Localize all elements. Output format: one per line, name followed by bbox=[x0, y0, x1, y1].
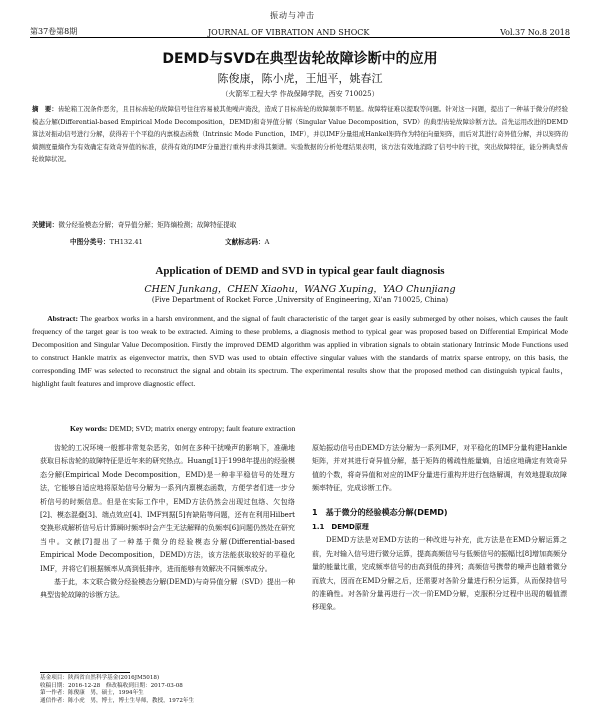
footnote bbox=[40, 698, 310, 706]
section-heading: 1 基于微分的经验模态分解(DEMD) bbox=[312, 507, 448, 517]
running-header bbox=[30, 26, 570, 37]
paper-title-en: Application of DEMD and SVD in typical gear fault diagnosis bbox=[155, 265, 445, 277]
header-rule bbox=[30, 37, 570, 38]
abstract-en-text: The gearbox works in a harsh environment, and the signal of fault characteristic of the target gear is easily submerged by other noises, which causes the fault frequency of the target gear is too weak to be extracted. Aiming to these problems, a diagnosis method to typical gear was proposed based on Differential Empirical Mode Decomposition and Singular Value Decomposition. Firstly the improved DEMD algorithm was applied in vibration signals to obtain stationary Intrinsic Mode Functions used to construct Hankle matrix as eigenvector matrix, then SVD was used to obtain effective singular values with the standards of matrix sparse entropy, on this basis, the corresponding IMF was selected to reconstruct the signal and obtain its spectrum. The experimental results show that the proposed method can distinguish typical faults，highlight fault features and improve diagnostic effect. bbox=[32, 314, 568, 389]
document-code bbox=[225, 236, 269, 246]
footnote bbox=[40, 675, 310, 683]
body-left-column bbox=[40, 442, 295, 603]
class-value: TH132.41 bbox=[109, 238, 143, 246]
journal-name-en: JOURNAL OF VIBRATION AND SHOCK bbox=[207, 28, 370, 37]
volume-cn: 第37卷第8期 bbox=[30, 27, 78, 36]
body-paragraph: 原始振动信号由DEMD方法分解为一系列IMF，对平稳化的IMF分量构建Hankle矩阵，并对其进行奇异值分解，基于矩阵的稀疏性能量熵，自适应地确定有效奇异值的个数，将奇异值和对应的IMF分量进行重构并进行包络解调，有效地提取故障频率特征，完成诊断工作。 bbox=[312, 444, 567, 493]
abstract-en bbox=[32, 312, 568, 391]
footnote-text: 陈小虎 男，博士，博士生导师，教授，1972年生 bbox=[67, 697, 195, 704]
footnote-label: 第一作者： bbox=[40, 690, 68, 697]
footnote-rule bbox=[40, 672, 130, 673]
footnote-label: 基金项目： bbox=[40, 675, 68, 681]
paper-title-cn: DEMD与SVD在典型齿轮故障诊断中的应用 bbox=[162, 51, 438, 67]
authors-en: CHEN Junkang，CHEN Xiaohu，WANG Xuping，YAO Chunjiang bbox=[144, 284, 456, 295]
footnote-text: 陈俊康 男，硕士，1994年生 bbox=[67, 690, 144, 697]
footnote-text: 陕西省自然科学基金(2016JM5018) bbox=[67, 675, 160, 681]
keywords-en-text: DEMD; SVD; matrix energy entropy; fault feature extraction bbox=[109, 424, 296, 433]
class-label: 中图分类号： bbox=[70, 238, 110, 246]
doc-code-value: A bbox=[264, 238, 270, 246]
body-paragraph: DEMD方法是对EMD方法的一种改进与补充，此方法是在EMD分解运算之前，先对输入信号进行微分运算，提高高频信号与低频信号的振幅比[8]增加高频分量的能量比重，完成频率信号的由高到低的排列；高频信号携带的噪声也随着微分而放大，因而在EMD分解之后，还需要对各阶分量进行积分运算，从而保持信号的准确性。对各阶分量再进行一次一阶EMD分解，克服积分过程中出现的幅值漂移现象。 bbox=[312, 536, 567, 612]
keywords-cn-label: 关键词： bbox=[32, 221, 59, 229]
volume-en: Vol.37 No.8 2018 bbox=[500, 28, 570, 37]
affiliation-cn: （火箭军工程大学 作战保障学院，西安 710025） bbox=[221, 90, 379, 98]
footnote bbox=[40, 690, 310, 698]
affiliation-en: (Five Department of Rocket Force ,University of Engineering, Xi'an 710025, China) bbox=[151, 296, 449, 304]
abstract-en-label: Abstract: bbox=[47, 314, 78, 323]
abstract-cn bbox=[32, 103, 568, 166]
keywords-cn bbox=[32, 219, 568, 229]
keywords-en bbox=[70, 424, 550, 433]
doc-code-label: 文献标志码： bbox=[225, 238, 265, 246]
footnote-text: 2016-12-28 修改稿收到日期：2017-03-08 bbox=[67, 682, 183, 689]
subsection-heading: 1.1 DEMD原理 bbox=[312, 523, 369, 532]
abstract-cn-label: 摘 要： bbox=[32, 105, 58, 113]
body-right-column bbox=[312, 442, 567, 615]
keywords-cn-text: 微分经验模态分解；奇异值分解；矩阵熵检测；故障特征提取 bbox=[58, 221, 237, 229]
body-paragraph: 齿轮的工况环境一般都非常复杂恶劣，如何在多种干扰噪声的影响下，准确地获取目标齿轮的故障特征是近年来的研究热点。Huang[1]于1998年提出的经验模态分解(Empirical Mode Decomposition，EMD)是一种非平稳信号的处理方法，它能够自适应地将原始信号分解为一系列内禀模态函数，方便学者们进一步分析信号的时频信息。但是在实际工作中，EMD方法仍然会出现过包络、欠包络[2]、模态混叠[3]、端点效应[4]、IMF判据[5]有缺陷等问题，还有在利用Hilbert变换形成解析信号后计算瞬时频率时会产生无法解释的负频率[6]问题仍然处在研究当中。文献[7]提出了一种基于微分的经验模态分解(Differential-based Empirical Mode Decomposition，DEMD)方法，该方法能获取较好的平稳化IMF，并将它们根据频率从高到低排序，进而能够有效解决不同频率成分。 bbox=[40, 444, 295, 573]
footnote-label: 通信作者： bbox=[40, 697, 68, 704]
authors-cn: 陈俊康，陈小虎，王旭平，姚春江 bbox=[217, 72, 383, 85]
body-paragraph: 基于此，本文联合微分经验模态分解(DEMD)与奇异值分解（SVD）提出一种典型齿轮故障的诊断方法。 bbox=[40, 578, 295, 600]
abstract-cn-text: 齿轮箱工况条件恶劣，且目标齿轮的故障信号往往容易被其他噪声淹没，造成了目标齿轮的故障频率不明显。故障特征难以提取等问题。针对这一问题，提出了一种基于微分的经验模态分解(Differential-based Empirical Mode Decomposition，DEMD)和奇异值分解（Singular Value Decomposition，SVD）的典型齿轮故障诊断方法。首先运用改进的DEMD算法对振动信号进行分解，获得若干个平稳的内禀模态函数（Intrinsic Mode Function，IMF），并以IMF分量组成Hankel矩阵作为特征向量矩阵，而后对其进行奇异值分解，并以矩阵的熵测度量熵作为有效确定有效奇异值的标准，获得有效的IMF分量进行重构并求得其频谱。实验数据的分析处理结果表明，该方法有效地消除了信号中的干扰，突出故障特征，能分辨典型齿轮故障状况。 bbox=[32, 105, 569, 164]
keywords-en-label: Key words: bbox=[70, 424, 108, 433]
journal-name: 振动与冲击 bbox=[270, 11, 315, 20]
footnote-label: 收稿日期： bbox=[40, 682, 68, 689]
footnotes bbox=[40, 675, 310, 705]
classification-cn bbox=[70, 236, 143, 246]
